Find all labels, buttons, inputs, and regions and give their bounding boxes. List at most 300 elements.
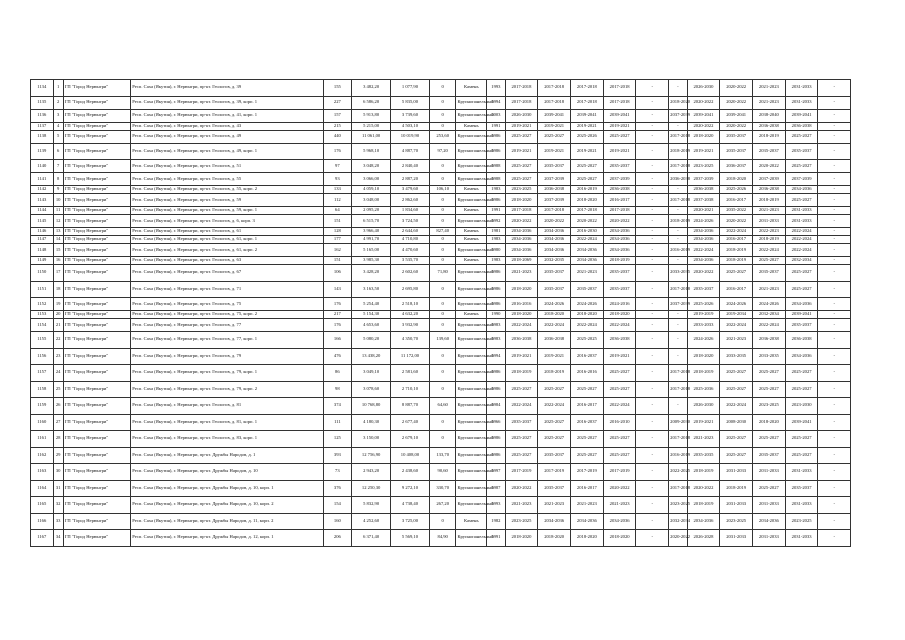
period-1-cell: 2018-2020 (505, 530, 538, 547)
organization-cell: ГП "Город Нерюнгри" (63, 109, 131, 122)
table-row (31, 173, 878, 186)
build-year-cell: 1990 (487, 311, 505, 319)
period-4-cell: 2020-2022 (603, 480, 636, 497)
period-6-cell: - (669, 80, 687, 97)
build-year-cell: 1983 (487, 332, 505, 349)
apartments-cell: 176 (323, 298, 352, 311)
period-10-cell: 2037-2039 (785, 173, 818, 186)
period-7-cell: 2033-2033 (687, 319, 720, 332)
living-area-cell: 2 695,80 (391, 281, 430, 298)
wall-material-cell: Камень (456, 207, 487, 215)
period-4-cell: 2018-2020 (603, 311, 636, 319)
build-year-cell: 1986 (487, 143, 505, 160)
living-area-cell: 2 677,40 (391, 414, 430, 431)
wall-material-cell: Крупнопанельный (456, 96, 487, 109)
row-number-cell: 28 (53, 431, 63, 448)
period-7-cell: 2025-2036 (687, 381, 720, 398)
period-8-cell: 2033-2035 (720, 348, 753, 365)
build-year-cell: 1986 (487, 194, 505, 207)
row-id-cell: 1167 (31, 530, 54, 547)
period-2-cell: 2017-2018 (538, 80, 571, 97)
period-4-cell: 2035-2037 (603, 281, 636, 298)
living-area-cell: 4 710,80 (391, 236, 430, 244)
row-number-cell: 25 (53, 381, 63, 398)
living-area-cell: 8 887,70 (391, 398, 430, 415)
row-id-cell: 1155 (31, 332, 54, 349)
wall-material-cell: Крупнопанельный (456, 173, 487, 186)
table-row (31, 365, 878, 382)
row-id-cell: 1149 (31, 257, 54, 265)
period-9-cell: 2036-2038 (753, 122, 786, 130)
period-2-cell: 2034-2036 (538, 236, 571, 244)
period-5-cell: - (636, 530, 669, 547)
row-number-cell: 2 (53, 96, 63, 109)
period-6-cell: 2037-2039 (669, 298, 687, 311)
living-area-cell: 3 932,90 (391, 319, 430, 332)
build-year-cell: 1991 (487, 122, 505, 130)
organization-cell: ГП "Город Нерюнгри" (63, 194, 131, 207)
total-area-cell: 3 049,10 (352, 365, 391, 382)
wall-material-cell: Крупнопанельный (456, 332, 487, 349)
period-7-cell: 2035-2037 (687, 281, 720, 298)
wall-material-cell: Камень (456, 228, 487, 236)
period-1-cell: 2018-2069 (505, 257, 538, 265)
nonliving-area-cell: 0 (429, 319, 456, 332)
period-11-cell: - (818, 257, 851, 265)
period-9-cell: 2033-2035 (753, 348, 786, 365)
period-6-cell: - (669, 236, 687, 244)
period-7-cell: 2019-2019 (687, 311, 720, 319)
period-11-cell: - (818, 497, 851, 514)
row-id-cell: 1146 (31, 228, 54, 236)
build-year-cell: 1982 (487, 513, 505, 530)
build-year-cell: 1986 (487, 381, 505, 398)
address-cell: Респ. Саха (Якутия), г. Нерюнгри, пр-кт. Геологов, д. 75 (131, 298, 323, 311)
period-6-cell: 2017-2018 (669, 431, 687, 448)
period-3-cell: 2021-2023 (571, 265, 604, 282)
period-6-cell: - (669, 348, 687, 365)
table-row (31, 398, 878, 415)
period-4-cell: 2037-2039 (603, 173, 636, 186)
wall-material-cell: Крупнопанельный (456, 215, 487, 228)
row-id-cell: 1165 (31, 497, 54, 514)
row-id-cell: 1139 (31, 143, 54, 160)
organization-cell: ГП "Город Нерюнгри" (63, 130, 131, 143)
period-10-cell: 2025-2027 (785, 431, 818, 448)
wall-material-cell: Крупнопанельный (456, 244, 487, 257)
apartments-cell: 73 (323, 464, 352, 481)
apartments-cell: 227 (323, 96, 352, 109)
period-2-cell: 2021-2023 (538, 497, 571, 514)
period-10-cell: 2034-2036 (785, 348, 818, 365)
table-row (31, 244, 878, 257)
living-area-cell: 2 644,60 (391, 228, 430, 236)
period-1-cell: 2019-2021 (505, 122, 538, 130)
period-11-cell: - (818, 431, 851, 448)
period-8-cell: 2025-2026 (720, 186, 753, 194)
period-3-cell: 2022-2024 (571, 319, 604, 332)
period-1-cell: 2023-2025 (505, 513, 538, 530)
nonliving-area-cell: 84,90 (429, 530, 456, 547)
wall-material-cell: Крупнопанельный (456, 480, 487, 497)
address-cell: Респ. Саха (Якутия), г. Нерюнгри, пр-кт. Геологов, д. 6, корп. 3 (131, 215, 323, 228)
organization-cell: ГП "Город Нерюнгри" (63, 281, 131, 298)
row-number-cell: 32 (53, 497, 63, 514)
build-year-cell: 1980 (487, 244, 505, 257)
period-4-cell: 2019-2021 (603, 348, 636, 365)
organization-cell: ГП "Город Нерюнгри" (63, 381, 131, 398)
wall-material-cell: Крупнопанельный (456, 194, 487, 207)
apartments-cell: 162 (323, 244, 352, 257)
living-area-cell: 2 710,10 (391, 381, 430, 398)
build-year-cell: 1994 (487, 96, 505, 109)
period-4-cell: 2035-2037 (603, 160, 636, 173)
period-3-cell: 2025-2027 (571, 160, 604, 173)
row-id-cell: 1156 (31, 348, 54, 365)
period-3-cell: 2021-2023 (571, 497, 604, 514)
period-4-cell: 2024-2016 (603, 298, 636, 311)
period-8-cell: 2025-2027 (720, 365, 753, 382)
nonliving-area-cell: 0 (429, 311, 456, 319)
row-number-cell: 16 (53, 257, 63, 265)
period-4-cell: 2034-2036 (603, 228, 636, 236)
total-area-cell: 11 061,00 (352, 130, 391, 143)
total-area-cell: 3 150,00 (352, 431, 391, 448)
period-4-cell: 2034-2036 (603, 236, 636, 244)
period-10-cell: 2023-2025 (785, 513, 818, 530)
apartments-cell: 166 (323, 332, 352, 349)
organization-cell: ГП "Город Нерюнгри" (63, 348, 131, 365)
nonliving-area-cell: 0 (429, 236, 456, 244)
period-3-cell: 2025-2027 (571, 381, 604, 398)
period-6-cell: 2023-2025 (669, 497, 687, 514)
address-cell: Респ. Саха (Якутия), г. Нерюнгри, пр-кт. Геологов, д. 83, корп. 1 (131, 431, 323, 448)
period-1-cell: 2035-2037 (505, 414, 538, 431)
period-4-cell: 2035-2037 (603, 265, 636, 282)
period-9-cell: 2018-2020 (753, 414, 786, 431)
period-11-cell: - (818, 109, 851, 122)
table-row (31, 431, 878, 448)
period-5-cell: - (636, 186, 669, 194)
period-9-cell: 2025-2027 (753, 257, 786, 265)
table-row (31, 130, 878, 143)
period-9-cell: 2025-2027 (753, 431, 786, 448)
period-2-cell: 2020-2022 (538, 215, 571, 228)
total-area-cell: 4 653,60 (352, 319, 391, 332)
row-number-cell: 22 (53, 332, 63, 349)
wall-material-cell: Крупнопанельный (456, 381, 487, 398)
apartments-cell: 97 (323, 160, 352, 173)
period-5-cell: - (636, 207, 669, 215)
apartments-cell: 176 (323, 143, 352, 160)
period-6-cell: 2017-2018 (669, 194, 687, 207)
build-year-cell: 1986 (487, 365, 505, 382)
period-3-cell: 2016-2017 (571, 398, 604, 415)
living-area-cell: 4 503,10 (391, 122, 430, 130)
period-5-cell: - (636, 173, 669, 186)
nonliving-area-cell: 267,20 (429, 497, 456, 514)
organization-cell: ГП "Город Нерюнгри" (63, 431, 131, 448)
row-id-cell: 1144 (31, 207, 54, 215)
apartments-cell: 376 (323, 480, 352, 497)
period-4-cell: 2017-2019 (603, 464, 636, 481)
period-4-cell: 2039-2041 (603, 109, 636, 122)
wall-material-cell: Крупнопанельный (456, 143, 487, 160)
table-row (31, 207, 878, 215)
period-3-cell: 2022-2024 (571, 236, 604, 244)
period-3-cell: 2017-2018 (571, 80, 604, 97)
wall-material-cell: Крупнопанельный (456, 265, 487, 282)
period-11-cell: - (818, 464, 851, 481)
living-area-cell: 1 077,90 (391, 80, 430, 97)
period-1-cell: 2023-2025 (505, 186, 538, 194)
period-6-cell: - (669, 122, 687, 130)
build-year-cell: 1981 (487, 228, 505, 236)
period-5-cell: - (636, 122, 669, 130)
table-body (31, 80, 878, 547)
period-4-cell: 2025-2027 (603, 447, 636, 464)
period-7-cell: 2022-2024 (687, 244, 720, 257)
period-7-cell: 2034-2036 (687, 257, 720, 265)
period-9-cell: 2021-2023 (753, 207, 786, 215)
period-7-cell: 2018-2020 (687, 348, 720, 365)
period-5-cell: - (636, 332, 669, 349)
period-11-cell: - (818, 414, 851, 431)
period-5-cell: - (636, 431, 669, 448)
build-year-cell: 1987 (487, 480, 505, 497)
row-id-cell: 1163 (31, 464, 54, 481)
row-id-cell: 1147 (31, 236, 54, 244)
period-7-cell: 2018-2019 (687, 365, 720, 382)
period-6-cell: - (669, 186, 687, 194)
period-7-cell: 2026-2028 (687, 530, 720, 547)
total-area-cell: 3 966,40 (352, 228, 391, 236)
period-7-cell: 2037-2038 (687, 194, 720, 207)
period-5-cell: - (636, 257, 669, 265)
period-2-cell: 2024-2026 (538, 298, 571, 311)
period-5-cell: - (636, 348, 669, 365)
period-4-cell: 2034-2036 (603, 513, 636, 530)
period-10-cell: 2025-2027 (785, 381, 818, 398)
total-area-cell: 4 991,70 (352, 236, 391, 244)
table-row (31, 381, 878, 398)
period-10-cell: 2039-2041 (785, 311, 818, 319)
period-10-cell: 2032-2034 (785, 257, 818, 265)
apartments-cell: 106 (323, 265, 352, 282)
period-3-cell: 2018-2020 (571, 311, 604, 319)
nonliving-area-cell: 0 (429, 381, 456, 398)
wall-material-cell: Крупнопанельный (456, 464, 487, 481)
address-cell: Респ. Саха (Якутия), г. Нерюнгри, пр-кт. Геологов, д. 59, корп. 1 (131, 207, 323, 215)
period-9-cell: 2034-2036 (753, 513, 786, 530)
table-row (31, 311, 878, 319)
build-year-cell: 1994 (487, 348, 505, 365)
row-number-cell: 21 (53, 319, 63, 332)
period-8-cell: 2016-2017 (720, 194, 753, 207)
period-1-cell: 2018-2019 (505, 365, 538, 382)
nonliving-area-cell: 0 (429, 207, 456, 215)
row-id-cell: 1141 (31, 173, 54, 186)
period-5-cell: - (636, 398, 669, 415)
period-3-cell: 2039-2041 (571, 109, 604, 122)
period-5-cell: - (636, 381, 669, 398)
period-4-cell: 2025-2027 (603, 130, 636, 143)
period-10-cell: 2031-2033 (785, 80, 818, 97)
period-1-cell: 2017-2019 (505, 464, 538, 481)
address-cell: Респ. Саха (Якутия), г. Нерюнгри, пр-кт. Геологов, д. 77 (131, 319, 323, 332)
period-10-cell: 2035-2037 (785, 480, 818, 497)
period-3-cell: 2017-2019 (571, 464, 604, 481)
period-7-cell: 2025-2026 (687, 298, 720, 311)
table-row (31, 530, 878, 547)
period-1-cell: 2025-2027 (505, 160, 538, 173)
period-8-cell: 2019-2034 (720, 311, 753, 319)
period-10-cell: 2034-2036 (785, 186, 818, 194)
period-3-cell: 2016-2037 (571, 414, 604, 431)
living-area-cell: 3 724,50 (391, 215, 430, 228)
address-cell: Респ. Саха (Якутия), г. Нерюнгри, пр-кт. Геологов, д. 49, корп. 1 (131, 143, 323, 160)
period-3-cell: 2016-2019 (571, 186, 604, 194)
period-11-cell: - (818, 215, 851, 228)
period-1-cell: 2016-2016 (505, 298, 538, 311)
period-8-cell: 2035-2037 (720, 143, 753, 160)
period-10-cell: 2039-2041 (785, 414, 818, 431)
total-area-cell: 6 371,40 (352, 530, 391, 547)
wall-material-cell: Камень (456, 80, 487, 97)
row-id-cell: 1159 (31, 398, 54, 415)
total-area-cell: 5 215,00 (352, 122, 391, 130)
address-cell: Респ. Саха (Якутия), г. Нерюнгри, пр-кт. Геологов, д. 61, корп. 2 (131, 244, 323, 257)
period-1-cell: 2018-2020 (505, 194, 538, 207)
nonliving-area-cell: 0 (429, 281, 456, 298)
nonliving-area-cell: 0 (429, 513, 456, 530)
period-4-cell: 2025-2027 (603, 381, 636, 398)
period-1-cell: 2025-2027 (505, 130, 538, 143)
total-area-cell: 2 095,20 (352, 207, 391, 215)
period-9-cell: 2031-2033 (753, 215, 786, 228)
period-4-cell: 2036-2038 (603, 332, 636, 349)
address-cell: Респ. Саха (Якутия), г. Нерюнгри, пр-кт. Геологов, д. 79, корп. 1 (131, 365, 323, 382)
period-8-cell: 2025-2027 (720, 447, 753, 464)
period-11-cell: - (818, 447, 851, 464)
period-8-cell: 2035-2022 (720, 207, 753, 215)
organization-cell: ГП "Город Нерюнгри" (63, 265, 131, 282)
organization-cell: ГП "Город Нерюнгри" (63, 530, 131, 547)
period-11-cell: - (818, 143, 851, 160)
period-10-cell: 2031-2033 (785, 497, 818, 514)
period-8-cell: 2031-2033 (720, 530, 753, 547)
row-number-cell: 33 (53, 513, 63, 530)
period-1-cell: 2019-2021 (505, 143, 538, 160)
period-3-cell: 2020-2022 (571, 215, 604, 228)
period-7-cell: 2024-2026 (687, 332, 720, 349)
period-9-cell: 2036-2038 (753, 186, 786, 194)
period-10-cell: 2025-2027 (785, 130, 818, 143)
period-1-cell: 2034-2036 (505, 236, 538, 244)
period-3-cell: 2019-2021 (571, 122, 604, 130)
row-id-cell: 1158 (31, 381, 54, 398)
living-area-cell: 2 602,60 (391, 265, 430, 282)
period-7-cell: 2034-2036 (687, 228, 720, 236)
period-8-cell: 2021-2023 (720, 332, 753, 349)
period-7-cell: 2024-2026 (687, 215, 720, 228)
living-area-cell: 3 725,00 (391, 513, 430, 530)
period-9-cell: 2031-2033 (753, 530, 786, 547)
period-10-cell: 2034-2036 (785, 298, 818, 311)
period-9-cell: 2035-2037 (753, 265, 786, 282)
row-number-cell: 14 (53, 236, 63, 244)
wall-material-cell: Крупнопанельный (456, 348, 487, 365)
period-3-cell: 2034-2036 (571, 513, 604, 530)
total-area-cell: 12 250,30 (352, 480, 391, 497)
build-year-cell: 1991 (487, 530, 505, 547)
row-number-cell: 10 (53, 194, 63, 207)
organization-cell: ГП "Город Нерюнгри" (63, 497, 131, 514)
period-6-cell: 2032-2034 (669, 513, 687, 530)
build-year-cell: 1986 (487, 130, 505, 143)
period-4-cell: 2018-2020 (603, 530, 636, 547)
wall-material-cell: Крупнопанельный (456, 298, 487, 311)
period-3-cell: 2017-2018 (571, 96, 604, 109)
row-id-cell: 1148 (31, 244, 54, 257)
apartments-cell: 154 (323, 497, 352, 514)
living-area-cell: 2 518,10 (391, 298, 430, 311)
period-8-cell: 2018-2019 (720, 257, 753, 265)
period-1-cell: 2022-2024 (505, 319, 538, 332)
wall-material-cell: Камень (456, 236, 487, 244)
period-5-cell: - (636, 228, 669, 236)
nonliving-area-cell: 0 (429, 173, 456, 186)
period-7-cell: 2019-2021 (687, 143, 720, 160)
period-10-cell: 2035-2037 (785, 319, 818, 332)
build-year-cell: 1992 (487, 215, 505, 228)
wall-material-cell: Камень (456, 122, 487, 130)
nonliving-area-cell: 64,60 (429, 398, 456, 415)
period-6-cell: - (669, 207, 687, 215)
period-5-cell: - (636, 447, 669, 464)
table-row (31, 497, 878, 514)
period-6-cell: 2017-2018 (669, 281, 687, 298)
period-9-cell: 2021-2023 (753, 96, 786, 109)
row-id-cell: 1161 (31, 431, 54, 448)
period-8-cell: 2023-2025 (720, 513, 753, 530)
period-2-cell: 2035-2037 (538, 480, 571, 497)
wall-material-cell: Крупнопанельный (456, 130, 487, 143)
period-5-cell: - (636, 480, 669, 497)
period-7-cell: 2020-2022 (687, 480, 720, 497)
nonliving-area-cell: 827,40 (429, 228, 456, 236)
period-1-cell: 2034-2036 (505, 228, 538, 236)
period-3-cell: 2025-2027 (571, 173, 604, 186)
apartments-cell: 374 (323, 398, 352, 415)
period-6-cell: - (669, 228, 687, 236)
row-id-cell: 1134 (31, 80, 54, 97)
period-6-cell: 2018-2019 (669, 143, 687, 160)
period-6-cell: 2037-2039 (669, 109, 687, 122)
period-8-cell: 2031-2033 (720, 497, 753, 514)
organization-cell: ГП "Город Нерюнгри" (63, 480, 131, 497)
living-area-cell: 9 272,10 (391, 480, 430, 497)
row-id-cell: 1135 (31, 96, 54, 109)
period-10-cell: 2025-2027 (785, 365, 818, 382)
row-id-cell: 1153 (31, 311, 54, 319)
period-1-cell: 2021-2023 (505, 497, 538, 514)
period-2-cell: 2017-2018 (538, 96, 571, 109)
table-row (31, 447, 878, 464)
row-number-cell: 1 (53, 80, 63, 97)
table-row (31, 194, 878, 207)
row-number-cell: 17 (53, 265, 63, 282)
